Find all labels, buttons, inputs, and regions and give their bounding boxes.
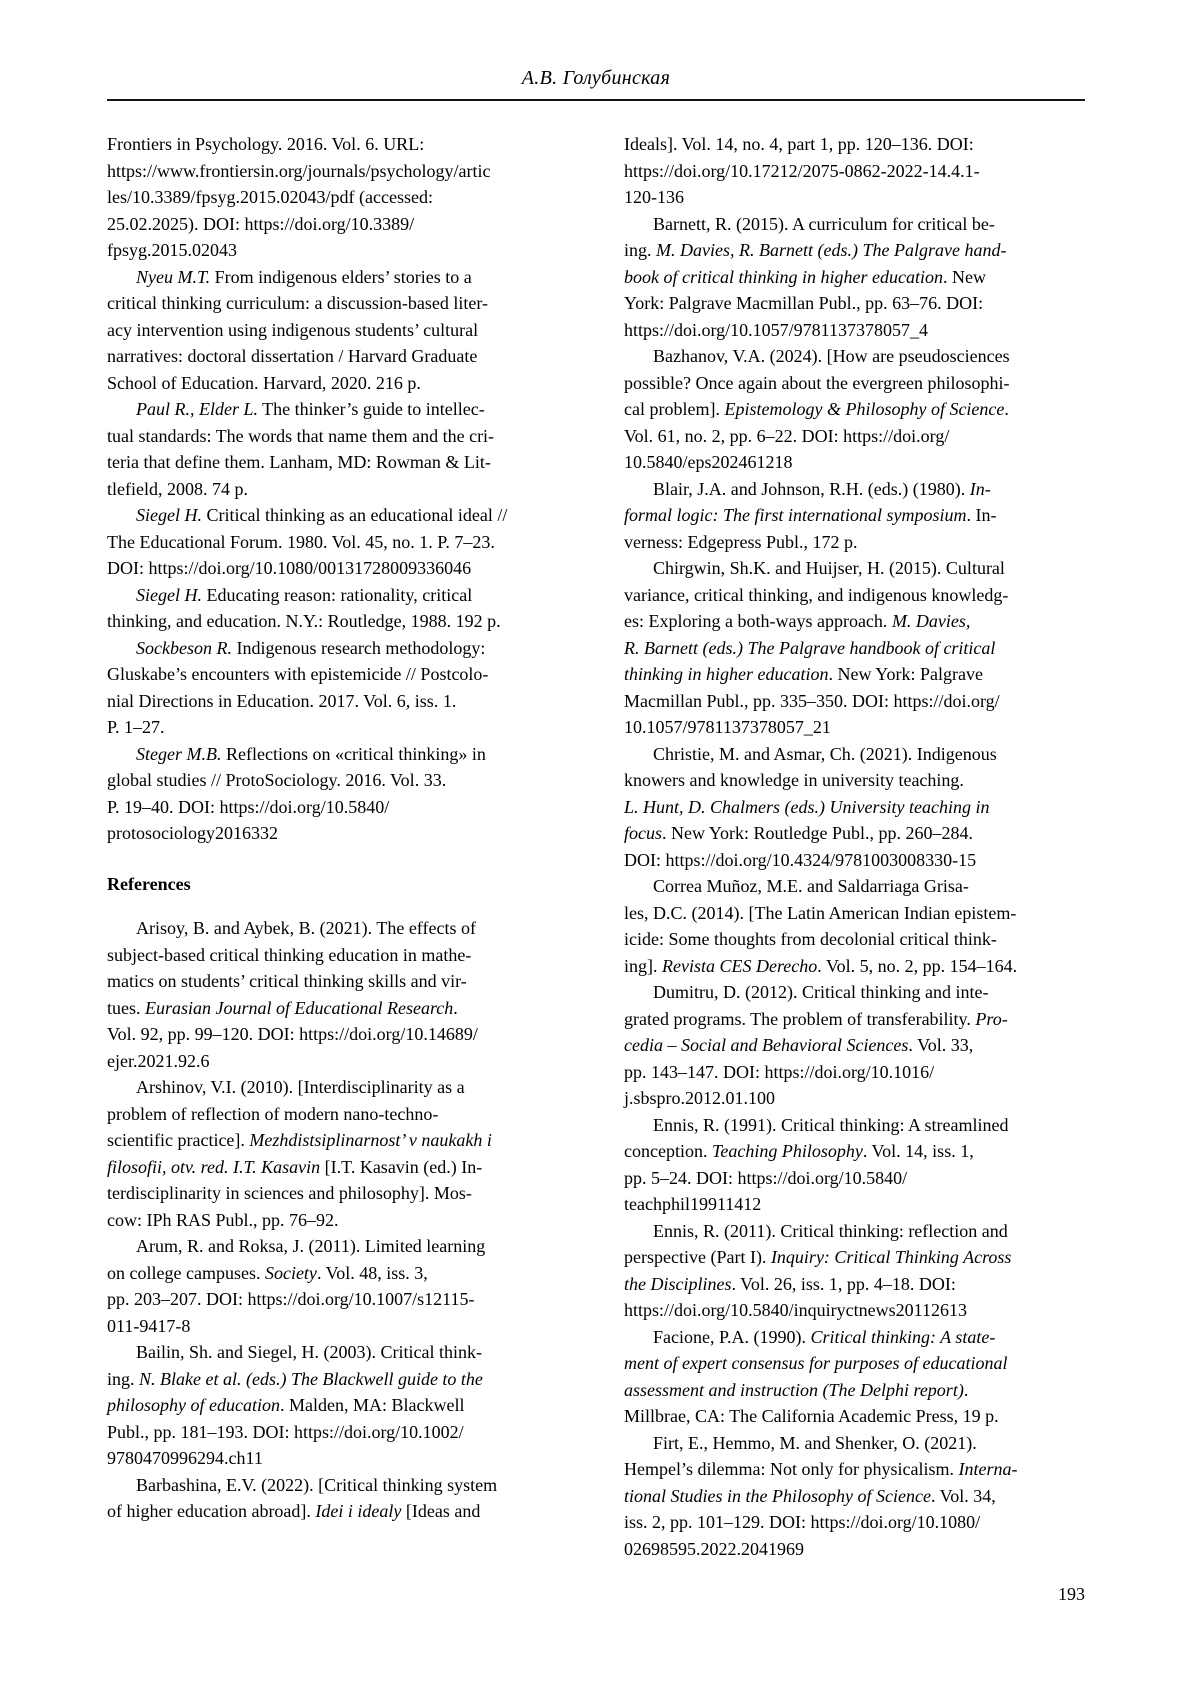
text-line bbox=[624, 661, 1085, 688]
text-line bbox=[107, 608, 568, 635]
text-line bbox=[107, 184, 568, 211]
text-line bbox=[107, 1154, 568, 1181]
text-segment: 10.5840/eps202461218 bbox=[624, 452, 793, 472]
text-segment: grated programs. The problem of transferability. bbox=[624, 1008, 976, 1029]
text-line bbox=[624, 502, 1085, 529]
text-line bbox=[107, 820, 568, 847]
text-segment: ing. bbox=[107, 1368, 140, 1389]
text-segment: The Educational Forum. 1980. Vol. 45, no. 1. P. 7–23. bbox=[107, 531, 495, 552]
italic-text-segment: cedia – Social and Behavioral Sciences bbox=[624, 1035, 909, 1055]
text-line bbox=[624, 1138, 1085, 1165]
text-segment: cal problem]. bbox=[624, 399, 725, 419]
text-line bbox=[624, 423, 1085, 450]
text-segment: Indigenous research methodology: bbox=[231, 637, 486, 658]
text-segment: Hempel’s dilemma: Not only for physicalism. bbox=[624, 1459, 959, 1479]
text-line bbox=[624, 688, 1085, 715]
text-segment: es: Exploring a both-ways approach. bbox=[624, 611, 892, 631]
text-line bbox=[107, 794, 568, 821]
text-segment: School of Education. Harvard, 2020. 216 p. bbox=[107, 372, 421, 393]
text-line bbox=[107, 317, 568, 344]
italic-text-segment: Society bbox=[264, 1262, 317, 1283]
text-line bbox=[624, 900, 1085, 927]
text-segment: 120-136 bbox=[624, 187, 684, 207]
text-line bbox=[107, 767, 568, 794]
italic-text-segment: In- bbox=[969, 478, 991, 499]
text-line bbox=[624, 184, 1085, 211]
italic-text-segment: Siegel H. bbox=[136, 505, 202, 525]
text-segment: Firt, E., Hemmo, M. and Shenker, O. (2021). bbox=[653, 1432, 977, 1453]
italic-text-segment: Siegel H. bbox=[136, 584, 202, 605]
text-line bbox=[624, 1085, 1085, 1112]
text-segment: Macmillan Publ., pp. 335–350. DOI: https://doi.org/ bbox=[624, 690, 1000, 711]
reference-entry bbox=[107, 635, 568, 741]
text-segment: DOI: https://doi.org/10.4324/9781003008330-15 bbox=[624, 849, 977, 870]
text-line bbox=[107, 1392, 568, 1419]
text-segment: Barbashina, E.V. (2022). [Critical thinking system bbox=[136, 1474, 498, 1495]
text-segment: ejer.2021.92.6 bbox=[107, 1050, 210, 1071]
text-segment: of higher education abroad]. bbox=[107, 1501, 316, 1521]
text-segment: Millbrae, CA: The California Academic Press, 19 p. bbox=[624, 1406, 999, 1426]
reference-entry bbox=[624, 555, 1085, 741]
text-line bbox=[624, 529, 1085, 556]
italic-text-segment: N. Blake et al. (eds.) The Blackwell guide to the bbox=[139, 1368, 483, 1389]
text-line bbox=[107, 1286, 568, 1313]
text-line bbox=[624, 635, 1085, 662]
text-segment: les, D.C. (2014). [The Latin American Indian epistem- bbox=[624, 902, 1017, 923]
text-line bbox=[624, 979, 1085, 1006]
text-line bbox=[107, 1419, 568, 1446]
text-line bbox=[107, 1445, 568, 1472]
text-line bbox=[624, 1509, 1085, 1536]
text-segment: pp. 143–147. DOI: https://doi.org/10.1016/ bbox=[624, 1061, 935, 1082]
text-segment: https://doi.org/10.17212/2075-0862-2022-14.4.1- bbox=[624, 160, 980, 181]
text-line bbox=[107, 915, 568, 942]
text-segment: teachphil19911412 bbox=[624, 1194, 762, 1214]
text-line bbox=[107, 370, 568, 397]
reference-entry bbox=[624, 343, 1085, 476]
text-line bbox=[107, 529, 568, 556]
text-segment: tues. bbox=[107, 997, 145, 1018]
reference-entry bbox=[107, 502, 568, 582]
text-segment: acy intervention using indigenous students’ cultural bbox=[107, 319, 479, 340]
reference-entry bbox=[107, 264, 568, 397]
italic-text-segment: Critical thinking: A state- bbox=[810, 1326, 996, 1347]
text-line bbox=[624, 555, 1085, 582]
text-line bbox=[624, 1271, 1085, 1298]
text-segment: 011-9417-8 bbox=[107, 1315, 191, 1336]
text-segment: York: Palgrave Macmillan Publ., pp. 63–76. DOI: bbox=[624, 293, 984, 313]
text-line bbox=[624, 873, 1085, 900]
text-segment: From indigenous elders’ stories to a bbox=[210, 266, 472, 287]
text-segment: conception. bbox=[624, 1141, 712, 1161]
italic-text-segment: Sockbeson R. bbox=[136, 637, 232, 658]
text-segment: Barnett, R. (2015). A curriculum for critical be- bbox=[653, 213, 995, 234]
reference-entry bbox=[624, 211, 1085, 344]
text-line bbox=[624, 953, 1085, 980]
italic-text-segment: L. Hunt, D. Chalmers (eds.) University teaching in bbox=[624, 796, 990, 817]
italic-text-segment: focus bbox=[624, 823, 662, 843]
text-segment: Blair, J.A. and Johnson, R.H. (eds.) (1980). bbox=[653, 478, 970, 499]
text-segment: matics on students’ critical thinking skills and vir- bbox=[107, 971, 467, 991]
text-segment: . bbox=[453, 997, 458, 1018]
header-rule bbox=[107, 99, 1085, 101]
text-line bbox=[624, 1536, 1085, 1563]
text-line bbox=[107, 1207, 568, 1234]
text-segment: . Vol. 5, no. 2, pp. 154–164. bbox=[817, 955, 1018, 976]
text-segment: global studies // ProtoSociology. 2016. Vol. 33. bbox=[107, 770, 447, 790]
text-segment: Arum, R. and Roksa, J. (2011). Limited learning bbox=[136, 1236, 486, 1256]
text-segment: . bbox=[963, 1379, 969, 1400]
right-column bbox=[624, 131, 1085, 1562]
text-segment: DOI: https://doi.org/10.1080/00131728009336046 bbox=[107, 558, 472, 578]
text-segment: 10.1057/9781137378057_21 bbox=[624, 717, 831, 737]
reference-entry bbox=[624, 1430, 1085, 1563]
text-segment: Christie, M. and Asmar, Ch. (2021). Indigenous bbox=[653, 743, 997, 764]
text-line bbox=[107, 968, 568, 995]
text-line bbox=[107, 1313, 568, 1340]
text-segment: 9780470996294.ch11 bbox=[107, 1448, 263, 1468]
text-line bbox=[624, 1297, 1085, 1324]
left-column bbox=[107, 131, 568, 1562]
text-segment: protosociology2016332 bbox=[107, 823, 278, 843]
text-line bbox=[624, 714, 1085, 741]
italic-text-segment: Paul R., Elder L. bbox=[136, 399, 258, 419]
text-line bbox=[107, 343, 568, 370]
text-line bbox=[624, 1006, 1085, 1033]
text-line bbox=[107, 1472, 568, 1499]
text-line bbox=[624, 1377, 1085, 1404]
reference-entry bbox=[624, 1218, 1085, 1324]
text-line bbox=[624, 1032, 1085, 1059]
text-segment: Frontiers in Psychology. 2016. Vol. 6. URL: bbox=[107, 134, 425, 154]
text-segment: P. 19–40. DOI: https://doi.org/10.5840/ bbox=[107, 796, 390, 817]
text-line bbox=[624, 794, 1085, 821]
text-line bbox=[107, 1101, 568, 1128]
italic-text-segment: tional Studies in the Philosophy of Science bbox=[624, 1485, 931, 1506]
text-line bbox=[107, 237, 568, 264]
italic-text-segment: Inquiry: Critical Thinking Across bbox=[770, 1247, 1012, 1267]
text-segment: . Malden, MA: Blackwell bbox=[279, 1395, 465, 1415]
text-segment: verness: Edgepress Publ., 172 p. bbox=[624, 531, 858, 552]
page-number: 193 bbox=[1058, 1584, 1085, 1604]
text-segment: P. 1–27. bbox=[107, 717, 165, 737]
text-segment: . New York: Palgrave bbox=[828, 664, 983, 684]
text-segment: Arshinov, V.I. (2010). [Interdisciplinarity as a bbox=[136, 1077, 465, 1097]
text-line bbox=[107, 635, 568, 662]
text-segment: pp. 203–207. DOI: https://doi.org/10.1007/s12115- bbox=[107, 1289, 475, 1309]
text-line bbox=[107, 1127, 568, 1154]
text-segment: Ennis, R. (2011). Critical thinking: reflection and bbox=[653, 1220, 1008, 1241]
text-line bbox=[107, 502, 568, 529]
text-line bbox=[624, 1350, 1085, 1377]
text-line bbox=[107, 264, 568, 291]
text-line bbox=[624, 608, 1085, 635]
text-segment: Vol. 61, no. 2, pp. 6–22. DOI: https://doi.org/ bbox=[624, 425, 950, 446]
text-line bbox=[107, 396, 568, 423]
text-segment: Vol. 92, pp. 99–120. DOI: https://doi.org/10.14689/ bbox=[107, 1024, 478, 1044]
text-segment: fpsyg.2015.02043 bbox=[107, 240, 237, 260]
text-line bbox=[624, 926, 1085, 953]
italic-text-segment: formal logic: The first international symposium bbox=[624, 505, 967, 525]
text-segment: Bazhanov, V.A. (2024). [How are pseudosciences bbox=[653, 346, 1010, 366]
reference-entry bbox=[624, 979, 1085, 1112]
text-segment: variance, critical thinking, and indigenous knowledg- bbox=[624, 584, 1009, 605]
italic-text-segment: Epistemology & Philosophy of Science bbox=[724, 399, 1005, 419]
reference-entry bbox=[107, 915, 568, 1074]
text-segment: . New bbox=[942, 266, 986, 287]
text-segment: tlefield, 2008. 74 p. bbox=[107, 478, 248, 499]
text-line bbox=[107, 1498, 568, 1525]
italic-text-segment: philosophy of education bbox=[107, 1395, 280, 1415]
text-line bbox=[107, 211, 568, 238]
text-segment: https://doi.org/10.1057/9781137378057_4 bbox=[624, 319, 929, 340]
text-segment: teria that define them. Lanham, MD: Rowman & Lit- bbox=[107, 452, 491, 472]
text-segment: Reflections on «critical thinking» in bbox=[221, 743, 486, 764]
text-line bbox=[624, 1430, 1085, 1457]
italic-text-segment: filosofii, otv. red. I.T. Kasavin bbox=[107, 1156, 321, 1177]
text-line bbox=[107, 1339, 568, 1366]
text-segment: scientific practice]. bbox=[107, 1130, 250, 1150]
text-segment: tual standards: The words that name them and the cri- bbox=[107, 425, 495, 446]
text-segment: . New York: Routledge Publ., pp. 260–284. bbox=[662, 823, 974, 843]
references-heading: References bbox=[107, 873, 191, 894]
reference-entry bbox=[624, 741, 1085, 874]
text-segment: . Vol. 48, iss. 3, bbox=[316, 1262, 428, 1283]
italic-text-segment: M. Davies, R. Barnett (eds.) The Palgrave hand- bbox=[656, 240, 1007, 260]
reference-entry bbox=[624, 131, 1085, 211]
text-line bbox=[624, 237, 1085, 264]
text-segment: 02698595.2022.2041969 bbox=[624, 1538, 804, 1559]
italic-text-segment: Nyeu M.T. bbox=[136, 266, 211, 287]
italic-text-segment: Interna- bbox=[958, 1459, 1018, 1479]
text-line bbox=[624, 1244, 1085, 1271]
reference-entry bbox=[624, 873, 1085, 979]
text-segment: Bailin, Sh. and Siegel, H. (2003). Critical think- bbox=[136, 1342, 482, 1362]
text-line bbox=[624, 582, 1085, 609]
text-line bbox=[624, 343, 1085, 370]
italic-text-segment: thinking in higher education bbox=[624, 664, 829, 684]
text-line bbox=[624, 741, 1085, 768]
italic-text-segment: Teaching Philosophy bbox=[711, 1141, 863, 1161]
text-segment: les/10.3389/fpsyg.2015.02043/pdf (accessed: bbox=[107, 187, 433, 207]
text-segment: Critical thinking as an educational ideal // bbox=[201, 505, 508, 525]
text-segment: Ideals]. Vol. 14, no. 4, part 1, pp. 120–136. DOI: bbox=[624, 134, 974, 154]
text-line bbox=[107, 158, 568, 185]
italic-text-segment: Pro- bbox=[975, 1008, 1008, 1029]
text-segment: j.sbspro.2012.01.100 bbox=[624, 1088, 776, 1108]
text-line bbox=[624, 1165, 1085, 1192]
text-line bbox=[624, 767, 1085, 794]
text-line bbox=[624, 264, 1085, 291]
text-segment: ing]. bbox=[624, 955, 662, 976]
text-line bbox=[624, 847, 1085, 874]
text-segment: Facione, P.A. (1990). bbox=[653, 1326, 811, 1347]
reference-entry bbox=[107, 582, 568, 635]
text-line bbox=[107, 1366, 568, 1393]
text-line bbox=[107, 1074, 568, 1101]
text-line bbox=[107, 131, 568, 158]
text-line bbox=[107, 995, 568, 1022]
text-segment: . Vol. 14, iss. 1, bbox=[862, 1141, 974, 1161]
text-line bbox=[107, 423, 568, 450]
text-line bbox=[624, 820, 1085, 847]
text-segment: https://doi.org/10.5840/inquiryctnews20112613 bbox=[624, 1300, 967, 1320]
text-line bbox=[107, 661, 568, 688]
text-line bbox=[107, 741, 568, 768]
text-segment: Gluskabe’s encounters with epistemicide // Postcolo- bbox=[107, 664, 489, 684]
reference-entry bbox=[107, 741, 568, 847]
text-segment: Chirgwin, Sh.K. and Huijser, H. (2015). Cultural bbox=[653, 558, 1005, 578]
text-segment: . In- bbox=[966, 505, 997, 525]
text-segment: The thinker’s guide to intellec- bbox=[258, 399, 485, 419]
text-line bbox=[107, 1048, 568, 1075]
text-segment: cow: IPh RAS Publ., pp. 76–92. bbox=[107, 1209, 339, 1230]
text-segment: https://www.frontiersin.org/journals/psychology/artic bbox=[107, 160, 491, 181]
text-segment: . Vol. 26, iss. 1, pp. 4–18. DOI: bbox=[731, 1273, 956, 1294]
text-segment: icide: Some thoughts from decolonial critical think- bbox=[624, 929, 997, 949]
text-line bbox=[624, 1456, 1085, 1483]
text-line bbox=[107, 714, 568, 741]
text-line bbox=[624, 131, 1085, 158]
text-segment: pp. 5–24. DOI: https://doi.org/10.5840/ bbox=[624, 1167, 908, 1188]
text-segment: Educating reason: rationality, critical bbox=[201, 584, 473, 605]
italic-text-segment: ment of expert consensus for purposes of educational bbox=[624, 1353, 1008, 1373]
text-line bbox=[107, 555, 568, 582]
text-segment: [I.T. Kasavin (ed.) In- bbox=[320, 1156, 483, 1177]
reference-entry bbox=[624, 1112, 1085, 1218]
italic-text-segment: assessment and instruction (The Delphi report) bbox=[624, 1379, 964, 1400]
reference-entry bbox=[107, 131, 568, 264]
reference-entry bbox=[107, 1074, 568, 1233]
text-line bbox=[107, 1233, 568, 1260]
text-segment: perspective (Part I). bbox=[624, 1247, 771, 1267]
italic-text-segment: R. Barnett (eds.) The Palgrave handbook of critical bbox=[624, 637, 996, 658]
text-line bbox=[624, 1218, 1085, 1245]
text-line bbox=[624, 1191, 1085, 1218]
text-segment: 25.02.2025). DOI: https://doi.org/10.3389/ bbox=[107, 213, 415, 234]
text-segment: nial Directions in Education. 2017. Vol. 6, iss. 1. bbox=[107, 690, 457, 711]
text-line bbox=[624, 317, 1085, 344]
text-line bbox=[624, 211, 1085, 238]
italic-text-segment: Idei i idealy bbox=[315, 1501, 402, 1521]
reference-entry bbox=[107, 1339, 568, 1472]
italic-text-segment: Revista CES Derecho bbox=[662, 955, 818, 976]
text-segment: problem of reflection of modern nano-techno- bbox=[107, 1103, 439, 1124]
text-line bbox=[624, 449, 1085, 476]
text-line bbox=[624, 476, 1085, 503]
text-line bbox=[107, 449, 568, 476]
italic-text-segment: the Disciplines bbox=[624, 1273, 732, 1294]
italic-text-segment: Mezhdistsiplinarnost’ v naukakh i bbox=[249, 1130, 492, 1150]
text-segment: terdisciplinarity in sciences and philosophy]. Mos- bbox=[107, 1183, 472, 1203]
text-segment: subject-based critical thinking education in mathe- bbox=[107, 944, 472, 965]
text-line bbox=[107, 1021, 568, 1048]
italic-text-segment: M. Davies, bbox=[891, 611, 971, 631]
text-segment: . bbox=[1004, 399, 1009, 419]
text-line bbox=[624, 1059, 1085, 1086]
reference-entry bbox=[107, 1472, 568, 1525]
italic-text-segment: book of critical thinking in higher education bbox=[624, 266, 943, 287]
text-segment: Arisoy, B. and Aybek, B. (2021). The effects of bbox=[136, 918, 476, 938]
text-segment: Publ., pp. 181–193. DOI: https://doi.org/10.1002/ bbox=[107, 1421, 464, 1442]
text-segment: narratives: doctoral dissertation / Harvard Graduate bbox=[107, 346, 478, 366]
text-line bbox=[624, 396, 1085, 423]
text-segment: Correa Muñoz, M.E. and Saldarriaga Grisa- bbox=[653, 876, 969, 896]
text-segment: critical thinking curriculum: a discussion-based liter- bbox=[107, 293, 489, 313]
text-segment: Dumitru, D. (2012). Critical thinking and inte- bbox=[653, 982, 989, 1002]
text-line bbox=[624, 158, 1085, 185]
text-segment: ing. bbox=[624, 240, 657, 260]
text-segment: Ennis, R. (1991). Critical thinking: A streamlined bbox=[653, 1114, 1009, 1135]
text-segment: . Vol. 33, bbox=[908, 1035, 974, 1055]
text-segment: [Ideas and bbox=[401, 1501, 481, 1521]
text-segment: iss. 2, pp. 101–129. DOI: https://doi.org/10.1080/ bbox=[624, 1512, 981, 1532]
text-line bbox=[107, 1180, 568, 1207]
italic-text-segment: Eurasian Journal of Educational Research bbox=[145, 997, 454, 1018]
text-line bbox=[107, 942, 568, 969]
text-segment: knowers and knowledge in university teaching. bbox=[624, 770, 964, 790]
text-segment: on college campuses. bbox=[107, 1262, 265, 1283]
text-segment: thinking, and education. N.Y.: Routledge, 1988. 192 p. bbox=[107, 611, 501, 631]
text-line bbox=[107, 290, 568, 317]
page-content bbox=[107, 66, 1085, 1562]
text-line bbox=[107, 1260, 568, 1287]
text-segment: possible? Once again about the evergreen philosophi- bbox=[624, 372, 1010, 393]
reference-entry bbox=[624, 476, 1085, 556]
reference-entry bbox=[107, 396, 568, 502]
text-line bbox=[107, 476, 568, 503]
text-line bbox=[624, 1112, 1085, 1139]
reference-entry bbox=[624, 1324, 1085, 1430]
text-line bbox=[107, 582, 568, 609]
text-segment: . Vol. 34, bbox=[930, 1485, 996, 1506]
text-line bbox=[624, 1483, 1085, 1510]
text-line bbox=[107, 688, 568, 715]
reference-entry bbox=[107, 1233, 568, 1339]
running-head-author: А.В. Голубинская bbox=[521, 67, 671, 89]
italic-text-segment: Steger M.B. bbox=[136, 743, 222, 764]
text-line bbox=[624, 1403, 1085, 1430]
reference-columns bbox=[107, 131, 1085, 1562]
text-line bbox=[624, 290, 1085, 317]
text-line bbox=[624, 1324, 1085, 1351]
text-line bbox=[624, 370, 1085, 397]
